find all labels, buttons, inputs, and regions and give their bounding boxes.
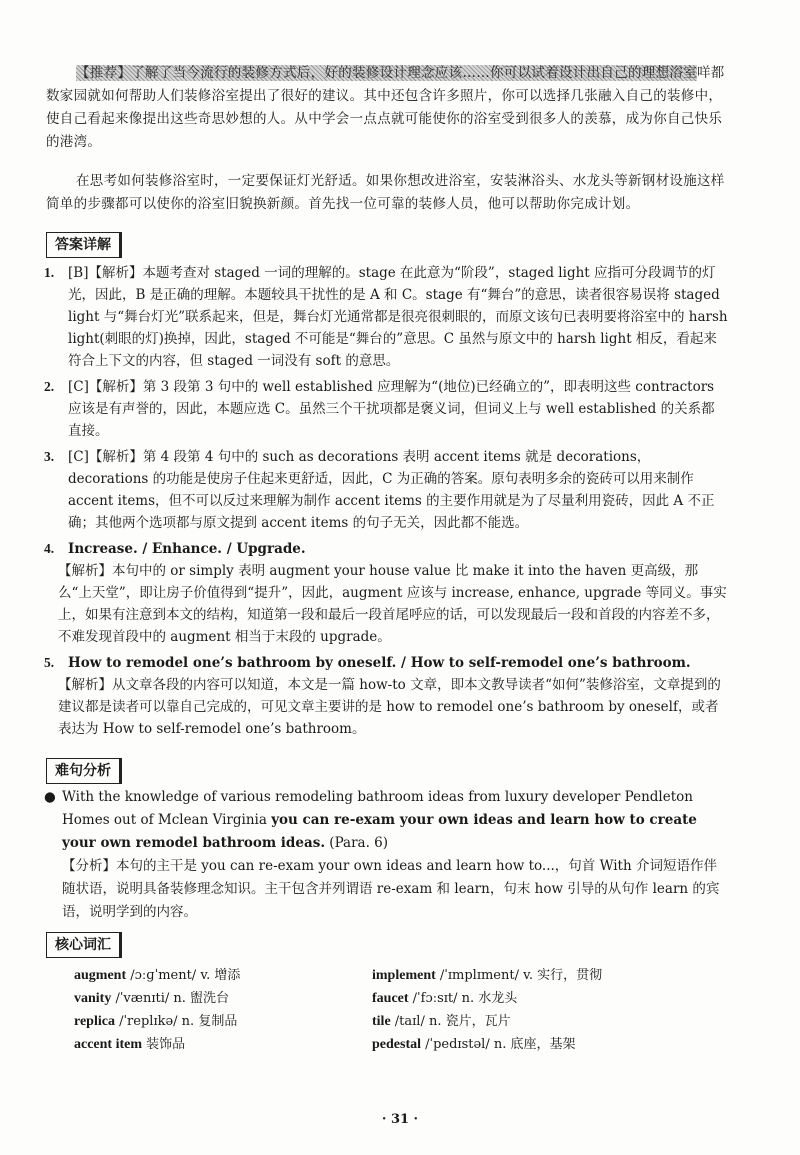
answer-text: 【解析】本句中的 or simply 表明 augment your house value 比 make it into the haven 更高级，那么“上天堂”，即让房子价值得到“提升”，因此，augment 应该与 increase, enhance, upgrade 等同义。事实上，如果有注意到本文的结构，知道第一段和最后一段首尾呼应的话，可以发现最后一段和首段的内容差不多，不难发现首段中的 augment 相当于末段的 upgrade。 bbox=[58, 563, 727, 645]
answer-item-3 bbox=[44, 446, 728, 534]
vocab-list-left bbox=[74, 964, 354, 1056]
section-heading-vocab: 核心词汇 bbox=[46, 932, 122, 958]
answer-title: How to remodel one’s bathroom by oneself. / How to self-remodel one’s bathroom. bbox=[68, 655, 691, 671]
vocab-word: vanity bbox=[74, 991, 112, 1006]
vocab-definition: /ɔːɡˈment/ v. 增添 bbox=[126, 968, 241, 983]
vocab-entry bbox=[74, 1010, 354, 1033]
vocab-entry bbox=[372, 1033, 732, 1056]
answer-item-5 bbox=[44, 652, 728, 740]
vocab-definition: /ˈpedɪstəl/ n. 底座，基架 bbox=[421, 1037, 576, 1052]
highlighted-text: 【推荐】了解了当今流行的装修方式后，好的装修设计理念应该……你可以试着设计出自己的理想浴室 bbox=[76, 65, 697, 81]
vocab-definition: /ˈvænɪti/ n. 盥洗台 bbox=[111, 991, 230, 1006]
bullet-icon: ● bbox=[44, 789, 56, 805]
answer-item-2 bbox=[44, 376, 728, 442]
answer-item-1 bbox=[44, 262, 728, 372]
vocab-definition: /ˈfɔːsɪt/ n. 水龙头 bbox=[408, 991, 518, 1006]
answer-text: [C]【解析】第 4 段第 4 句中的 such as decorations 表明 accent items 就是 decorations，decorations 的功能是使房子住起来更舒适，因此，C 为正确的答案。原句表明多余的瓷砖可以用来制作 accent items，但不可以反过来理解为制作 accent items 的主要作用就是为了尽量利用瓷砖，因此 A 不正确；其他两个选项都与原文提到 accent items 的句子无关，因此都不能选。 bbox=[68, 449, 715, 531]
vocab-entry bbox=[74, 987, 354, 1010]
vocab-definition: 装饰品 bbox=[142, 1037, 186, 1052]
vocab-definition: /ˈɪmplɪment/ v. 实行，贯彻 bbox=[435, 968, 603, 983]
difficult-sentence-item bbox=[44, 786, 728, 924]
vocab-entry bbox=[372, 987, 732, 1010]
vocab-entry bbox=[372, 964, 732, 987]
difficult-analysis: 【分析】本句的主干是 you can re-exam your own ideas and learn how to...，句首 With 介词短语作伴随状语，说明具备装修理念知识。主干包含并列谓语 re-exam 和 learn，句末 how 引导的从句作 learn 的宾语，说明学到的内容。 bbox=[62, 858, 720, 920]
sentence-part: With the knowledge of various remodeling bathroom ideas from luxury developer Pendleton Homes out of Mclean Virginia bbox=[62, 789, 693, 828]
answer-text: [C]【解析】第 3 段第 3 句中的 well established 应理解为“(地位)已经确立的”，即表明这些 contractors 应该是有声誉的，因此，本题应选 C。虽然三个干扰项都是褒义词，但词义上与 well established 的关系都直接。 bbox=[68, 379, 715, 439]
sentence-main-clause: you can re-exam your own ideas and learn how to create your own remodel bathroom ideas. bbox=[62, 812, 697, 851]
vocab-word: augment bbox=[74, 968, 127, 983]
answer-number: 5. bbox=[44, 655, 55, 670]
vocab-entry bbox=[372, 1010, 732, 1033]
vocab-word: faucet bbox=[372, 991, 409, 1006]
sentence-reference: (Para. 6) bbox=[325, 835, 389, 851]
page-number: · 31 · bbox=[381, 1112, 419, 1127]
intro-paragraph-2: 在思考如何装修浴室时，一定要保证灯光舒适。如果你想改进浴室，安装淋浴头、水龙头等新钢材设施这样简单的步骤都可以使你的浴室旧貌换新颜。首先找一位可靠的装修人员，他可以帮助你完成计划。 bbox=[46, 173, 725, 212]
answer-number: 3. bbox=[44, 449, 55, 464]
section-heading-answers: 答案详解 bbox=[46, 232, 122, 258]
vocab-word: tile bbox=[372, 1014, 391, 1029]
vocab-definition: /taɪl/ n. 瓷片，瓦片 bbox=[390, 1014, 511, 1029]
intro-paragraph-1-text: 咩都数家园就如何帮助人们装修浴室提出了很好的建议。其中还包含许多照片，你可以选择几张融入自己的装修中，使自己看起来像提出这些奇思妙想的人。从中学会一点点就可能使你的浴室受到很多人的羡慕，成为你自己快乐的港湾。 bbox=[46, 65, 725, 150]
answer-text: 【解析】从文章各段的内容可以知道，本文是一篇 how-to 文章，即本文教导读者“如何”装修浴室，文章提到的建议都是读者可以靠自己完成的，可见文章主要讲的是 how to remodel one’s bathroom by oneself，或者表达为 How to self-remodel one’s bathroom。 bbox=[58, 677, 721, 737]
answer-title: Increase. / Enhance. / Upgrade. bbox=[68, 541, 306, 557]
vocab-list-right bbox=[372, 964, 732, 1056]
vocab-word: accent item bbox=[74, 1037, 143, 1052]
answer-number: 4. bbox=[44, 541, 55, 556]
answer-number: 2. bbox=[44, 379, 55, 394]
intro-paragraph-1 bbox=[46, 62, 726, 154]
answer-item-4 bbox=[44, 538, 728, 648]
answer-text: [B]【解析】本题考查对 staged 一词的理解的。stage 在此意为“阶段”，staged light 应指可分段调节的灯光，因此，B 是正确的理解。本题较具干扰性的是 A 和 C。stage 有“舞台”的意思，读者很容易误将 staged light 与“舞台灯光”联系起来，但是，舞台灯光通常都是很亮很刺眼的，而原文该句已表明要将浴室中的 harsh light(刺眼的灯)换掉，因此，staged 不可能是“舞台的”意思。C 虽然与原文中的 harsh light 相反，看起来符合上下文的内容，但 staged 一词没有 soft 的意思。 bbox=[68, 265, 728, 369]
vocab-definition: /ˈreplɪkə/ n. 复制品 bbox=[114, 1014, 238, 1029]
vocab-entry bbox=[74, 1033, 354, 1056]
answer-number: 1. bbox=[44, 265, 55, 280]
vocab-word: replica bbox=[74, 1014, 115, 1029]
vocab-word: pedestal bbox=[372, 1037, 421, 1052]
section-heading-difficult-sentence: 难句分析 bbox=[46, 758, 122, 784]
vocab-entry bbox=[74, 964, 354, 987]
vocab-word: implement bbox=[372, 968, 436, 983]
difficult-sentence bbox=[44, 786, 728, 855]
